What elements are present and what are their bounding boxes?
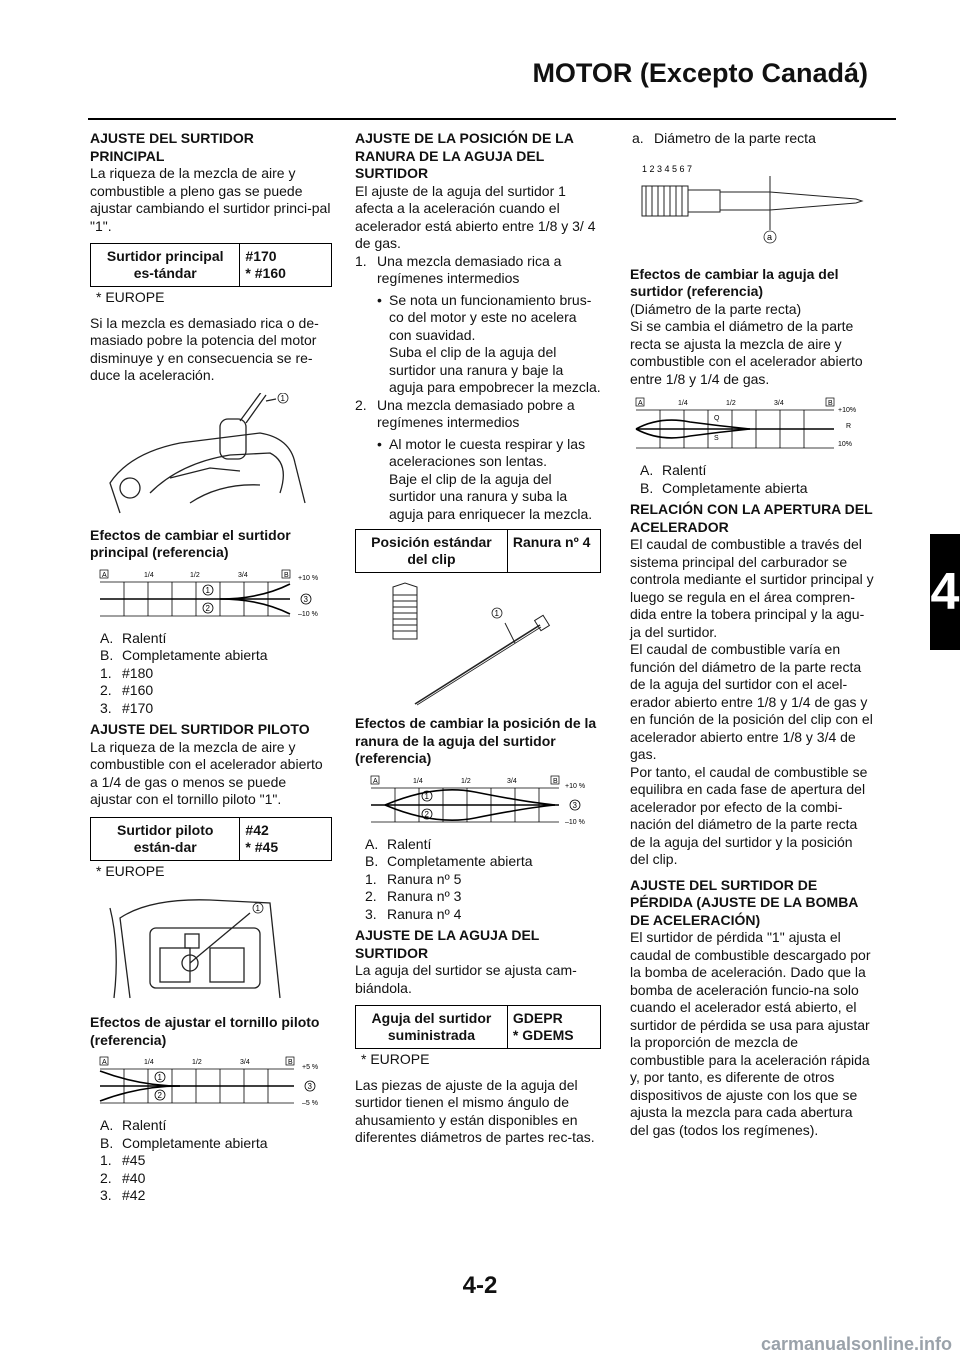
list-item: 2. #40: [100, 1169, 146, 1186]
spec-table: [90, 243, 332, 287]
spec-label: Posición estándar del clip: [356, 530, 508, 573]
svg-text:1/4: 1/4: [144, 1059, 154, 1066]
svg-text:1/2: 1/2: [726, 400, 736, 407]
list-item: B. Completamente abierta: [100, 647, 268, 663]
svg-text:1/4: 1/4: [413, 777, 423, 785]
list-item: A. Ralentí: [365, 835, 432, 852]
svg-text:1/4: 1/4: [144, 571, 154, 579]
paragraph: El ajuste de la aguja del surtidor 1 afecta a la aceleración cuando el acelerador está abierto entre 1/8 y 3/ 4 de gas.: [355, 182, 596, 251]
svg-text:+10%: +10%: [838, 407, 857, 414]
spec-table: [90, 817, 332, 861]
svg-text:A: A: [373, 777, 378, 785]
bullet-item: • Se nota un funcionamiento brus-co del motor y este no acelera con suavidad.: [355, 292, 601, 345]
svg-text:Q: Q: [714, 415, 720, 422]
svg-text:–10 %: –10 %: [565, 818, 585, 826]
section-heading: AJUSTE DE LA AGUJA DEL SURTIDOR: [355, 927, 540, 961]
spec-table: [355, 1005, 601, 1049]
svg-text:S: S: [714, 435, 719, 442]
legend-list: [355, 836, 601, 924]
svg-text:3/4: 3/4: [240, 1059, 250, 1066]
bullet-item: • Al motor le cuesta respirar y las aceleraciones son lentas.: [355, 436, 601, 471]
chapter-tab: 4: [930, 534, 960, 650]
section-heading: PRINCIPAL: [90, 147, 165, 164]
svg-text:3/4: 3/4: [774, 400, 784, 407]
column-2: [355, 130, 601, 1155]
figure-caption: Efectos de ajustar el tornillo piloto (referencia): [90, 1014, 320, 1048]
svg-text:2: 2: [157, 1091, 162, 1100]
header-rule: [88, 118, 896, 120]
list-item: 2. Ranura nº 3: [365, 888, 462, 904]
section-heading: AJUSTE DEL SURTIDOR: [90, 130, 254, 146]
list-item: 3. Ranura nº 4: [365, 905, 462, 922]
svg-text:2: 2: [424, 809, 429, 819]
svg-text:1/2: 1/2: [461, 777, 471, 785]
list-item: B. Completamente abierta: [640, 479, 808, 496]
svg-text:3: 3: [307, 1082, 312, 1091]
footnote: * EUROPE: [361, 1051, 430, 1067]
paragraph: Si la mezcla es demasiado rica o de-masiado pobre la potencia del motor disminuye y en consecuencia se re-duce la aceleración.: [90, 314, 319, 383]
list-item: A. Ralentí: [640, 462, 707, 478]
column-1: [90, 130, 332, 1209]
svg-text:1 2 3 4 5 6 7: 1 2 3 4 5 6 7: [642, 163, 693, 174]
svg-text:B: B: [288, 1059, 293, 1066]
list-item: A. Ralentí: [100, 629, 167, 646]
callout-number: 1: [280, 393, 285, 403]
spec-label: Surtidor principal es-tándar: [91, 244, 240, 287]
list-item: 3. #170: [100, 699, 154, 716]
page-header-title: MOTOR (Excepto Canadá): [532, 58, 868, 88]
svg-text:+5 %: +5 %: [302, 1064, 319, 1071]
spec-label: Surtidor piloto están-dar: [91, 817, 240, 860]
list-item: 1. #45: [100, 1152, 146, 1168]
svg-text:1/2: 1/2: [192, 1059, 202, 1066]
list-item: B. Completamente abierta: [365, 853, 533, 869]
legend-list: [90, 1117, 332, 1205]
svg-text:3/4: 3/4: [238, 571, 248, 579]
numbered-list: [355, 397, 601, 432]
legend-list: [630, 462, 874, 497]
svg-text:B: B: [553, 777, 558, 785]
clip-position-effect-chart: [355, 774, 595, 830]
page-number: 4-2: [462, 1272, 498, 1299]
svg-text:1: 1: [494, 609, 499, 618]
svg-text:1/4: 1/4: [678, 400, 688, 407]
spec-table: [355, 529, 601, 573]
svg-text:A: A: [102, 1059, 107, 1066]
list-item: A. Ralentí: [100, 1117, 167, 1133]
svg-text:R: R: [846, 423, 852, 430]
list-item: 2. Una mezcla demasiado pobre a regímenes intermedios: [355, 396, 575, 430]
paragraph: La riqueza de la mezcla de aire y combustible con el acelerador abierto a 1/4 de gas o menos se puede ajustar con el tornillo piloto "1".: [90, 738, 323, 807]
svg-text:–10 %: –10 %: [298, 610, 318, 618]
spec-label: Aguja del surtidor suministrada: [356, 1006, 508, 1049]
svg-text:1: 1: [157, 1073, 162, 1082]
jet-needle-clip-illustration: [355, 579, 595, 709]
list-item: B. Completamente abierta: [100, 1134, 268, 1151]
bullet-subtext: Suba el clip de la aguja del surtidor una ranura y baje la aguja para empobrecer la mezcla.: [389, 344, 601, 395]
figure-caption: Efectos de cambiar la aguja del surtidor (referencia): [630, 265, 839, 299]
paragraph: Por tanto, el caudal de combustible se equilibra en cada fase de apertura del acelerador por efecto de la combi-nación del diámetro de la parte recta de la aguja del surtidor y la posición del clip.: [630, 763, 868, 867]
jet-needle-diagram: [630, 162, 874, 252]
section-heading: AJUSTE DEL SURTIDOR DE PÉRDIDA (AJUSTE DE LA BOMBA DE ACELERACIÓN): [630, 876, 858, 928]
spec-value: GDEPR * GDEMS: [507, 1006, 600, 1049]
pilot-screw-illustration: [90, 888, 330, 1008]
needle-diameter-effect-chart: [630, 396, 874, 456]
spec-value: #42 * #45: [240, 817, 332, 860]
footnote: * EUROPE: [96, 862, 165, 879]
svg-text:+10 %: +10 %: [298, 574, 319, 582]
section-heading: AJUSTE DE LA POSICIÓN DE LA RANURA DE LA AGUJA DEL SURTIDOR: [355, 130, 574, 181]
list-item: 1. Ranura nº 5: [365, 870, 462, 887]
svg-text:3/4: 3/4: [507, 777, 517, 785]
numbered-list: [355, 253, 601, 288]
paragraph: (Diámetro de la parte recta): [630, 300, 802, 317]
paragraph: La aguja del surtidor se ajusta cam-biándola.: [355, 962, 577, 996]
paragraph: La riqueza de la mezcla de aire y combustible a pleno gas se puede ajustar cambiando el surtidor princi-pal "1".: [90, 165, 331, 234]
spec-value: #170 * #160: [240, 244, 332, 287]
svg-text:3: 3: [572, 800, 577, 810]
svg-text:a: a: [767, 231, 773, 242]
paragraph: El caudal de combustible a través del sistema principal del carburador se controla mediante el surtidor principal y luego se regula en el área compren-dida entre la tobera principal y la agu-ja del surtidor.: [630, 536, 874, 640]
list-item: 3. #42: [100, 1187, 146, 1203]
section-heading: RELACIÓN CON LA APERTURA DEL ACELERADOR: [630, 501, 873, 535]
carburetor-main-jet-illustration: [90, 393, 330, 521]
list-item: 1. #180: [100, 664, 154, 681]
svg-text:1/2: 1/2: [190, 571, 200, 579]
section-heading: AJUSTE DEL SURTIDOR PILOTO: [90, 721, 310, 737]
paragraph: El caudal de combustible varía en función del diámetro de la parte recta de la aguja del surtidor con el acel-erador abierto entre 1/8 y 1/4 de gas y en función de la posición del clip con el acelerador abierto entre 1/8 y 3/4 de gas.: [630, 641, 873, 762]
svg-text:10%: 10%: [838, 441, 853, 448]
pilot-screw-effect-chart: [90, 1055, 330, 1111]
svg-text:A: A: [638, 400, 643, 407]
svg-text:B: B: [828, 400, 833, 407]
svg-text:1: 1: [205, 585, 210, 595]
svg-text:1: 1: [255, 904, 260, 913]
watermark-text: carmanualsonline.info: [760, 1334, 952, 1354]
svg-text:A: A: [102, 571, 107, 579]
svg-text:2: 2: [205, 603, 210, 613]
list-item: a. Diámetro de la parte recta: [632, 130, 816, 146]
main-jet-effect-chart: [90, 568, 330, 624]
figure-caption: Efectos de cambiar la posición de la ranura de la aguja del surtidor (referencia): [355, 715, 597, 766]
list-item: 1. Una mezcla demasiado rica a regímenes intermedios: [355, 252, 562, 286]
svg-text:+10 %: +10 %: [565, 782, 586, 790]
svg-text:1: 1: [424, 791, 429, 801]
svg-text:B: B: [284, 571, 289, 579]
legend-list: [630, 130, 874, 148]
svg-text:3: 3: [303, 594, 308, 604]
paragraph: Las piezas de ajuste de la aguja del surtidor tienen el mismo ángulo de ahusamiento y están disponibles en diferentes diámetros de partes rec-tas.: [355, 1076, 595, 1145]
column-3: [630, 130, 874, 1147]
legend-list: [90, 630, 332, 718]
svg-text:–5 %: –5 %: [302, 1100, 318, 1107]
spec-value: Ranura nº 4: [507, 530, 600, 573]
list-item: 2. #160: [100, 682, 154, 698]
figure-caption: Efectos de cambiar el surtidor principal (referencia): [90, 526, 291, 560]
bullet-subtext: Baje el clip de la aguja del surtidor una ranura y suba la aguja para enriquecer la mezcla.: [389, 470, 593, 522]
footnote: * EUROPE: [96, 289, 165, 305]
paragraph: Si se cambia el diámetro de la parte recta se ajusta la mezcla de aire y combustible con el acelerador abierto entre 1/8 y 1/4 de gas.: [630, 318, 863, 387]
paragraph: El surtidor de pérdida "1" ajusta el caudal de combustible descargado por la bomba de aceleración. Dado que la bomba de aceleración funcio-na solo cuando el acelerador está abierto, el surtidor de pérdida se usa para ajustar la proporción de mezcla de combustible para la aceleración rápida y, por tanto, es diferente de otros dispositivos de ajuste con los que se ajusta la mezcla para cada abertura del gas (todos los regímenes).: [630, 929, 871, 1138]
